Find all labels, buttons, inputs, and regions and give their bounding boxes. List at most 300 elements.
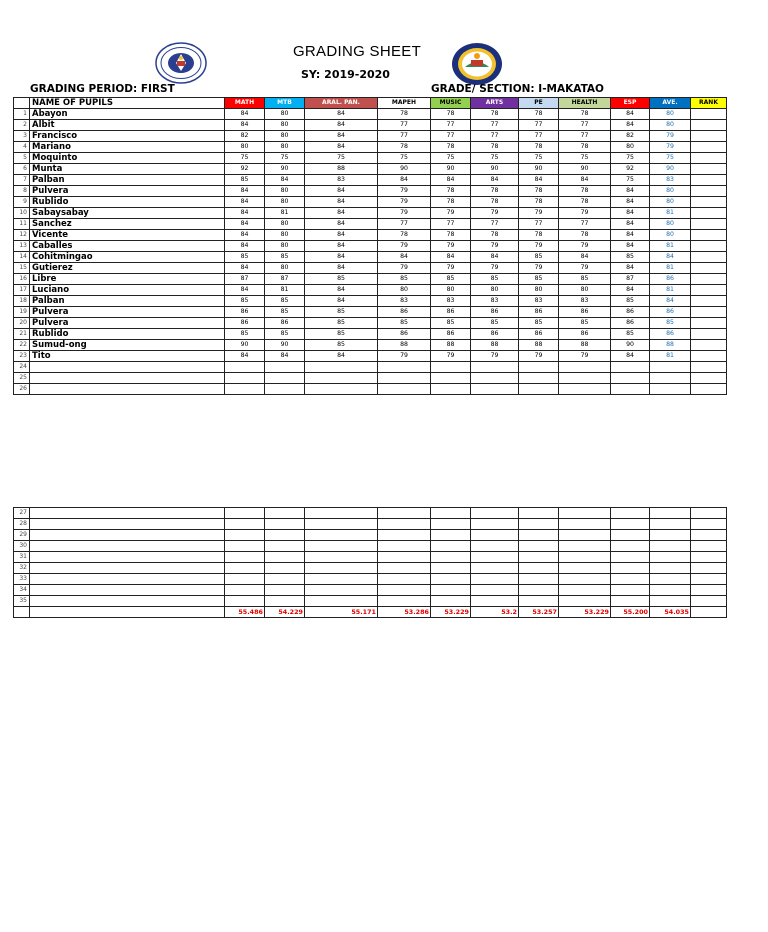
empty-cell	[559, 530, 611, 541]
empty-cell	[691, 574, 727, 585]
score-cell: 79	[378, 263, 431, 274]
score-cell: 77	[471, 219, 519, 230]
table-row	[14, 219, 727, 230]
average-cell: 84	[650, 252, 691, 263]
score-cell: 80	[519, 285, 559, 296]
average-cell: 81	[650, 351, 691, 362]
table-row	[14, 563, 727, 574]
score-cell: 83	[305, 175, 378, 186]
empty-cell	[30, 508, 225, 519]
score-cell: 86	[431, 329, 471, 340]
score-cell: 78	[378, 142, 431, 153]
school-year: SY: 2019-2020	[301, 68, 390, 81]
score-cell: 75	[431, 153, 471, 164]
table-row	[14, 153, 727, 164]
score-cell: 75	[225, 153, 265, 164]
average-cell: 80	[650, 219, 691, 230]
header-pe: PE	[519, 98, 559, 109]
score-cell: 84	[265, 351, 305, 362]
score-cell: 84	[611, 109, 650, 120]
row-number: 6	[14, 164, 30, 175]
score-cell: 84	[225, 186, 265, 197]
table-row	[14, 596, 727, 607]
score-cell: 84	[225, 197, 265, 208]
empty-cell	[378, 596, 431, 607]
row-number: 10	[14, 208, 30, 219]
score-cell: 86	[519, 329, 559, 340]
score-cell: 79	[471, 263, 519, 274]
table-row	[14, 318, 727, 329]
average-cell: 80	[650, 109, 691, 120]
empty-cell	[559, 574, 611, 585]
rank-cell	[691, 219, 727, 230]
score-cell: 77	[378, 120, 431, 131]
score-cell: 75	[471, 153, 519, 164]
score-cell: 85	[519, 274, 559, 285]
score-cell	[378, 373, 431, 384]
score-cell: 86	[471, 329, 519, 340]
rank-cell	[691, 351, 727, 362]
row-number: 2	[14, 120, 30, 131]
empty-cell	[431, 574, 471, 585]
score-cell: 78	[431, 230, 471, 241]
pupil-name: Luciano	[30, 285, 225, 296]
empty-cell	[431, 585, 471, 596]
empty-cell	[265, 541, 305, 552]
deped-seal-icon	[155, 42, 207, 84]
score-cell: 84	[305, 208, 378, 219]
score-cell	[611, 373, 650, 384]
grading-period: GRADING PERIOD: FIRST	[30, 83, 175, 95]
score-cell	[378, 362, 431, 373]
empty-cell	[305, 541, 378, 552]
score-cell: 79	[519, 263, 559, 274]
score-cell: 87	[611, 274, 650, 285]
score-cell: 84	[611, 263, 650, 274]
score-cell: 84	[305, 285, 378, 296]
score-cell: 84	[305, 186, 378, 197]
score-cell	[431, 362, 471, 373]
score-cell: 85	[305, 340, 378, 351]
empty-cell	[611, 563, 650, 574]
rank-cell	[691, 186, 727, 197]
empty-cell	[431, 519, 471, 530]
score-cell: 84	[611, 241, 650, 252]
score-cell	[305, 384, 378, 395]
score-cell: 78	[378, 230, 431, 241]
score-cell	[431, 373, 471, 384]
score-cell: 80	[265, 131, 305, 142]
average-cell	[650, 373, 691, 384]
column-total-cell: 55.200	[611, 607, 650, 618]
score-cell: 78	[519, 142, 559, 153]
empty-cell	[378, 541, 431, 552]
score-cell: 92	[225, 164, 265, 175]
empty-cell	[650, 508, 691, 519]
empty-cell	[30, 574, 225, 585]
empty-cell	[431, 596, 471, 607]
empty-cell	[378, 552, 431, 563]
score-cell: 84	[611, 208, 650, 219]
empty-cell	[471, 585, 519, 596]
rank-cell	[691, 318, 727, 329]
row-number: 11	[14, 219, 30, 230]
score-cell: 85	[225, 296, 265, 307]
empty-cell	[691, 541, 727, 552]
score-cell: 78	[471, 109, 519, 120]
score-cell: 79	[559, 208, 611, 219]
totals-rank-cell	[691, 607, 727, 618]
empty-cell	[225, 574, 265, 585]
score-cell: 79	[471, 241, 519, 252]
empty-cell	[378, 508, 431, 519]
score-cell: 80	[431, 285, 471, 296]
table-row	[14, 285, 727, 296]
score-cell: 84	[611, 120, 650, 131]
empty-cell	[30, 541, 225, 552]
row-number: 27	[14, 508, 30, 519]
totals-label-cell	[30, 607, 225, 618]
row-number: 35	[14, 596, 30, 607]
row-number: 32	[14, 563, 30, 574]
score-cell: 75	[611, 153, 650, 164]
score-cell	[225, 362, 265, 373]
empty-cell	[378, 563, 431, 574]
score-cell: 79	[378, 208, 431, 219]
empty-cell	[30, 552, 225, 563]
score-cell: 86	[559, 329, 611, 340]
empty-cell	[30, 519, 225, 530]
score-cell	[431, 384, 471, 395]
empty-cell	[265, 530, 305, 541]
average-cell: 88	[650, 340, 691, 351]
score-cell: 78	[519, 109, 559, 120]
score-cell: 75	[378, 153, 431, 164]
score-cell: 78	[519, 186, 559, 197]
empty-cell	[559, 596, 611, 607]
empty-cell	[30, 563, 225, 574]
rank-cell	[691, 296, 727, 307]
score-cell: 84	[225, 109, 265, 120]
rank-cell	[691, 329, 727, 340]
score-cell: 86	[378, 329, 431, 340]
score-cell: 84	[305, 263, 378, 274]
table-row	[14, 208, 727, 219]
score-cell: 78	[431, 142, 471, 153]
school-seal-icon	[451, 42, 503, 86]
score-cell: 79	[378, 351, 431, 362]
table-row	[14, 585, 727, 596]
grade-section: GRADE/ SECTION: I-MAKATAO	[431, 83, 604, 95]
pupil-name: Vicente	[30, 230, 225, 241]
empty-cell	[378, 530, 431, 541]
score-cell: 85	[519, 318, 559, 329]
score-cell: 84	[225, 219, 265, 230]
score-cell: 85	[611, 296, 650, 307]
pupil-name: Mariano	[30, 142, 225, 153]
pupil-name	[30, 373, 225, 384]
empty-cell	[519, 552, 559, 563]
score-cell: 84	[225, 285, 265, 296]
score-cell: 85	[431, 318, 471, 329]
column-total-cell: 53.2	[471, 607, 519, 618]
pupil-name: Pulvera	[30, 318, 225, 329]
average-cell	[650, 384, 691, 395]
score-cell: 84	[431, 175, 471, 186]
empty-cell	[265, 519, 305, 530]
score-cell: 84	[225, 263, 265, 274]
score-cell: 79	[431, 241, 471, 252]
score-cell: 88	[519, 340, 559, 351]
empty-cell	[305, 519, 378, 530]
empty-cell	[265, 508, 305, 519]
empty-cell	[225, 596, 265, 607]
score-cell: 77	[378, 219, 431, 230]
table-row	[14, 274, 727, 285]
score-cell: 84	[225, 351, 265, 362]
score-cell: 84	[519, 175, 559, 186]
score-cell: 87	[265, 274, 305, 285]
empty-cell	[691, 530, 727, 541]
average-cell: 84	[650, 296, 691, 307]
table-row	[14, 541, 727, 552]
row-number: 19	[14, 307, 30, 318]
empty-cell	[471, 596, 519, 607]
score-cell: 75	[611, 175, 650, 186]
score-cell: 85	[559, 318, 611, 329]
empty-cell	[691, 508, 727, 519]
score-cell: 80	[265, 120, 305, 131]
column-total-cell: 53.229	[559, 607, 611, 618]
rank-cell	[691, 120, 727, 131]
empty-cell	[305, 596, 378, 607]
score-cell: 85	[471, 274, 519, 285]
score-cell: 78	[471, 197, 519, 208]
table-row	[14, 296, 727, 307]
score-cell: 79	[378, 241, 431, 252]
score-cell: 86	[611, 307, 650, 318]
score-cell: 84	[559, 252, 611, 263]
score-cell: 80	[265, 241, 305, 252]
empty-cell	[305, 585, 378, 596]
row-number: 17	[14, 285, 30, 296]
empty-cell	[559, 585, 611, 596]
empty-cell	[30, 585, 225, 596]
table-row	[14, 230, 727, 241]
score-cell: 85	[378, 274, 431, 285]
empty-cell	[30, 596, 225, 607]
pupil-name: Palban	[30, 296, 225, 307]
row-number: 24	[14, 362, 30, 373]
column-total-cell: 55.486	[225, 607, 265, 618]
header-arts: ARTS	[471, 98, 519, 109]
score-cell: 80	[611, 142, 650, 153]
table-row	[14, 120, 727, 131]
row-number: 15	[14, 263, 30, 274]
score-cell: 85	[305, 274, 378, 285]
table-row	[14, 252, 727, 263]
empty-cell	[519, 563, 559, 574]
score-cell: 84	[305, 197, 378, 208]
header-health: HEALTH	[559, 98, 611, 109]
row-number: 33	[14, 574, 30, 585]
score-cell: 86	[225, 307, 265, 318]
score-cell: 80	[265, 197, 305, 208]
empty-cell	[691, 585, 727, 596]
table-row	[14, 552, 727, 563]
empty-cell	[471, 574, 519, 585]
average-cell: 81	[650, 241, 691, 252]
score-cell: 85	[265, 296, 305, 307]
empty-cell	[471, 530, 519, 541]
score-cell	[559, 384, 611, 395]
score-cell: 90	[265, 164, 305, 175]
score-cell: 84	[305, 230, 378, 241]
empty-cell	[378, 574, 431, 585]
header-rank: RANK	[691, 98, 727, 109]
score-cell: 85	[611, 252, 650, 263]
score-cell	[611, 384, 650, 395]
empty-cell	[305, 574, 378, 585]
score-cell	[471, 373, 519, 384]
score-cell: 75	[305, 153, 378, 164]
score-cell: 80	[265, 142, 305, 153]
empty-cell	[519, 596, 559, 607]
score-cell: 80	[265, 186, 305, 197]
score-cell	[265, 384, 305, 395]
table-row	[14, 329, 727, 340]
row-number: 31	[14, 552, 30, 563]
column-total-cell: 54.229	[265, 607, 305, 618]
score-cell: 84	[305, 109, 378, 120]
score-cell: 86	[611, 318, 650, 329]
row-number: 7	[14, 175, 30, 186]
score-cell: 85	[265, 252, 305, 263]
score-cell: 92	[611, 164, 650, 175]
row-number: 3	[14, 131, 30, 142]
score-cell	[471, 384, 519, 395]
score-cell: 79	[431, 351, 471, 362]
score-cell: 90	[471, 164, 519, 175]
score-cell: 85	[225, 175, 265, 186]
row-number: 13	[14, 241, 30, 252]
average-cell: 90	[650, 164, 691, 175]
score-cell: 79	[471, 351, 519, 362]
score-cell: 84	[305, 219, 378, 230]
average-cell: 81	[650, 263, 691, 274]
empty-cell	[650, 519, 691, 530]
row-number: 5	[14, 153, 30, 164]
table-row	[14, 142, 727, 153]
score-cell	[559, 362, 611, 373]
score-cell	[265, 362, 305, 373]
empty-cell	[265, 596, 305, 607]
rank-cell	[691, 307, 727, 318]
average-cell: 79	[650, 142, 691, 153]
pupil-name: Caballes	[30, 241, 225, 252]
average-cell: 80	[650, 120, 691, 131]
score-cell: 83	[559, 296, 611, 307]
score-cell: 79	[519, 241, 559, 252]
score-cell: 84	[611, 285, 650, 296]
empty-cell	[611, 552, 650, 563]
pupil-name: Pulvera	[30, 186, 225, 197]
row-number: 30	[14, 541, 30, 552]
empty-cell	[225, 552, 265, 563]
row-number: 25	[14, 373, 30, 384]
score-cell: 84	[611, 230, 650, 241]
score-cell: 77	[559, 219, 611, 230]
average-cell: 79	[650, 131, 691, 142]
score-cell: 77	[471, 131, 519, 142]
empty-cell	[650, 585, 691, 596]
score-cell: 84	[611, 351, 650, 362]
score-cell: 82	[225, 131, 265, 142]
pupil-name: Rublido	[30, 197, 225, 208]
score-cell: 84	[611, 219, 650, 230]
score-cell	[611, 362, 650, 373]
empty-cell	[519, 574, 559, 585]
empty-cell	[650, 541, 691, 552]
score-cell: 78	[559, 186, 611, 197]
score-cell: 81	[265, 208, 305, 219]
empty-cell	[611, 585, 650, 596]
score-cell: 85	[225, 329, 265, 340]
empty-cell	[305, 563, 378, 574]
table-row	[14, 175, 727, 186]
empty-cell	[611, 519, 650, 530]
score-cell: 85	[305, 318, 378, 329]
pupil-name: Moquinto	[30, 153, 225, 164]
table-row	[14, 186, 727, 197]
score-cell: 84	[611, 197, 650, 208]
rank-cell	[691, 197, 727, 208]
score-cell: 78	[471, 142, 519, 153]
totals-row	[14, 607, 727, 618]
rank-cell	[691, 230, 727, 241]
score-cell	[519, 384, 559, 395]
pupil-name: Rublido	[30, 329, 225, 340]
empty-cell	[519, 519, 559, 530]
score-cell: 85	[431, 274, 471, 285]
row-number: 1	[14, 109, 30, 120]
score-cell	[378, 384, 431, 395]
row-number: 23	[14, 351, 30, 362]
empty-cell	[559, 519, 611, 530]
average-cell: 86	[650, 329, 691, 340]
score-cell: 78	[559, 109, 611, 120]
score-cell: 84	[265, 175, 305, 186]
score-cell: 78	[431, 186, 471, 197]
empty-cell	[471, 563, 519, 574]
header-aral-pan: ARAL. PAN.	[305, 98, 378, 109]
empty-cell	[225, 508, 265, 519]
score-cell: 79	[559, 263, 611, 274]
row-number: 9	[14, 197, 30, 208]
score-cell: 84	[225, 208, 265, 219]
empty-cell	[431, 530, 471, 541]
score-cell: 84	[471, 175, 519, 186]
rank-cell	[691, 252, 727, 263]
empty-cell	[519, 530, 559, 541]
score-cell: 88	[559, 340, 611, 351]
score-cell: 90	[559, 164, 611, 175]
score-cell: 85	[559, 274, 611, 285]
empty-cell	[30, 530, 225, 541]
empty-cell	[265, 563, 305, 574]
rank-cell	[691, 263, 727, 274]
average-cell: 85	[650, 318, 691, 329]
